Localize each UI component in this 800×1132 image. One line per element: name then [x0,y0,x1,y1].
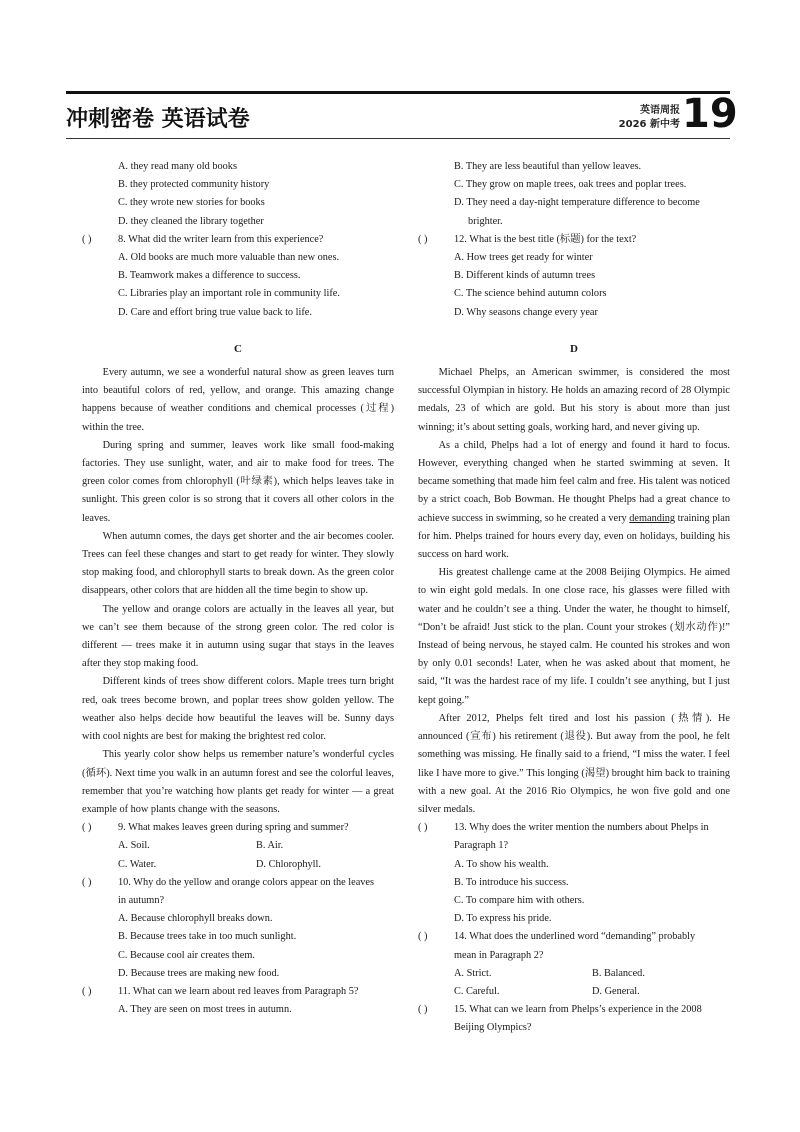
q12-option-a: A. How trees get ready for winter [454,252,593,264]
q9-option-d: D. Chlorophyll. [256,858,321,870]
q9-option-b: B. Air. [256,840,284,852]
header-top-rule [66,91,730,94]
q14-option-a: A. Strict. [454,967,492,979]
q13-option-a: A. To show his wealth. [454,858,549,870]
q10-option-d: D. Because trees are making new food. [118,967,280,979]
question-text-cont: Beijing Olympics? [454,1022,532,1034]
issue-number: 19 [682,91,738,137]
question-text: 11. What can we learn about red leaves from Paragraph 5? [118,985,359,997]
q13-option-c: C. To compare him with others. [454,894,585,906]
q11-option-b: B. They are less beautiful than yellow leaves. [454,161,642,172]
q9-option-c: C. Water. [118,858,157,870]
answer-blank[interactable]: ( ) [82,822,92,834]
answer-blank[interactable]: ( ) [418,233,428,245]
question-8 [82,231,394,249]
answer-blank[interactable]: ( ) [82,876,92,888]
question-text-cont: in autumn? [118,894,165,906]
question-13 [418,819,730,837]
q9-options-row [82,856,394,874]
q10-option-c: C. Because cool air creates them. [118,949,255,961]
question-text: 10. Why do the yellow and orange colors appear on the leaves [118,876,375,888]
q8-option-b: B. Teamwork makes a difference to success. [118,270,301,282]
question-text-cont: Paragraph 1? [454,840,509,852]
q9-options-row [82,837,394,855]
q14-options-row [418,965,730,983]
question-text: 15. What can we learn from Phelps’s experience in the 2008 [454,1004,702,1016]
paper-title: 冲刺密卷 英语试卷 [66,107,250,132]
question-11 [82,983,394,1001]
q11-option-d: D. They need a day-night temperature difference to become [454,197,700,209]
q8-option-d: D. Care and effort bring true value back to life. [118,306,312,318]
q7-option-c: C. they wrote new stories for books [118,197,265,209]
question-10 [82,874,394,892]
header-divider [66,138,730,139]
q13-option-d: D. To express his pride. [454,913,552,925]
q10-option-b: B. Because trees take in too much sunlight. [118,931,297,943]
q10-option-a: A. Because chlorophyll breaks down. [118,913,273,925]
right-column [418,158,730,1038]
q14-option-d: D. General. [592,985,640,997]
passage-d-paragraph: After 2012, Phelps felt tired and lost his passion (热情). He announced (宣布) his retirement (退役). But away from the pool, he felt something was missing. He finally said to a friend, “I miss the water. I feel like I have more to give.” This longing (渴望) brought him back to training with a new goal. At the 2016 Rio Olympics, he won five gold and one silver medals. [418,712,730,815]
q9-option-a: A. Soil. [118,840,150,852]
q11-option-a: A. They are seen on most trees in autumn. [118,1004,292,1016]
question-text: 8. What did the writer learn from this experience? [118,233,324,245]
q7-option-d: D. they cleaned the library together [118,215,264,227]
q12-option-d: D. Why seasons change every year [454,306,598,318]
q14-options-row [418,983,730,1001]
q11-option-d-cont: brighter. [468,215,503,227]
answer-blank[interactable]: ( ) [418,1004,428,1016]
question-text: 13. Why does the writer mention the numbers about Phelps in [454,822,709,834]
underlined-word: demanding [629,512,676,524]
q11-option-c: C. They grow on maple trees, oak trees and poplar trees. [454,179,687,191]
answer-blank[interactable]: ( ) [82,985,92,997]
passage-c-paragraph: Every autumn, we see a wonderful natural show as green leaves turn into beautiful colors of red, yellow, and orange. This amazing change happens because of weather conditions and chemical processes (过程) within the tree. [82,367,394,433]
section-heading-c: C [234,342,242,355]
passage-c-paragraph: When autumn comes, the days get shorter and the air becomes cooler. Trees can feel these changes and start to get ready for winter. They slowly stop making food, and chlorophyll starts to break down. As the green color disappears, other colors that are hidden all the time begin to show up. [82,530,394,597]
q7-option-b: B. they protected community history [118,179,270,191]
passage-c-paragraph: Different kinds of trees show different colors. Maple trees turn bright red, oak trees become brown, and poplar trees show golden yellow. The weather also helps decide how beautiful the leaves will be. Sunny days with cool nights are best for making the brightest red color. [82,676,394,743]
passage-c-paragraph: This yearly color show helps us remember nature’s wonderful cycles (循环). Next time you walk in an autumn forest and see the colorful leaves, remember that you’re watching how plants get ready for winter — a great example of how plants change with the seasons. [82,749,394,815]
answer-blank[interactable]: ( ) [418,822,428,834]
passage-d-paragraph: Michael Phelps, an American swimmer, is considered the most successful Olympian in history. He holds an amazing record of 28 Olympic medals, 23 of which are gold. But his story is about more than just winning; it’s about setting goals, working hard, and never giving up. [418,367,730,433]
question-14 [418,928,730,946]
question-15 [418,1001,730,1019]
paper-masthead [600,104,680,132]
passage-d-paragraph: His greatest challenge came at the 2008 Beijing Olympics. He aimed to win eight gold medals. In one close race, his glasses were filled with water and he couldn’t see a thing. Under the water, he thought to himself, “Don’t be afraid! Just stick to the plan. Count your strokes (划水动作)!” Instead of being nervous, he stayed calm. He counted his strokes and won by only 0.01 seconds! Later, when he was asked about that moment, he said, “It was the hardest race of my life. I couldn’t see anything, but I just kept going.” [418,567,730,706]
question-text: 12. What is the best title (标题) for the text? [454,233,637,245]
answer-blank[interactable]: ( ) [82,233,92,245]
section-heading-d: D [570,342,578,355]
answer-blank[interactable]: ( ) [418,931,428,943]
paper-edition: 2026 新中考 [618,119,680,130]
passage-d-paragraph [418,437,730,564]
question-9 [82,819,394,837]
question-text: 9. What makes leaves green during spring and summer? [118,822,349,834]
paragraph-text: training plan for him. Phelps trained for hours every day, even on holidays, building his success on hard work. [418,512,731,561]
q14-option-c: C. Careful. [454,985,500,997]
paragraph-text: As a child, Phelps had a lot of energy and found it hard to focus. However, everything changed when he started swimming at seven. It became something that made him feel calm and free. His talent was noticed by a strict coach, Bob Bowman. He thought Phelps had a great chance to achieve success in swimming, so he created a very [418,439,730,524]
question-text-cont: mean in Paragraph 2? [454,949,544,961]
q13-option-b: B. To introduce his success. [454,876,569,888]
q14-option-b: B. Balanced. [592,967,645,979]
q8-option-c: C. Libraries play an important role in community life. [118,288,340,300]
paper-name: 英语周报 [640,105,680,116]
passage-c-paragraph: The yellow and orange colors are actually in the leaves all year, but we can’t see them because of the strong green color. The red color is different — trees make it in autumn using sugar that stays in the leaves after they stop making food. [82,603,394,670]
question-text: 14. What does the underlined word “demanding” probably [454,931,696,943]
left-column [82,158,394,1019]
q12-option-c: C. The science behind autumn colors [454,288,607,300]
passage-c-paragraph: During spring and summer, leaves work like small food-making factories. They use sunlight, water, and air to make food for trees. The green color comes from chlorophyll (叶绿素), which helps leaves take in sunlight. This green color is so strong that it covers all other colors in the leaves. [82,439,394,524]
q8-option-a: A. Old books are much more valuable than new ones. [118,252,340,264]
question-12 [418,231,730,249]
q12-option-b: B. Different kinds of autumn trees [454,270,596,282]
q7-option-a: A. they read many old books [118,161,237,172]
